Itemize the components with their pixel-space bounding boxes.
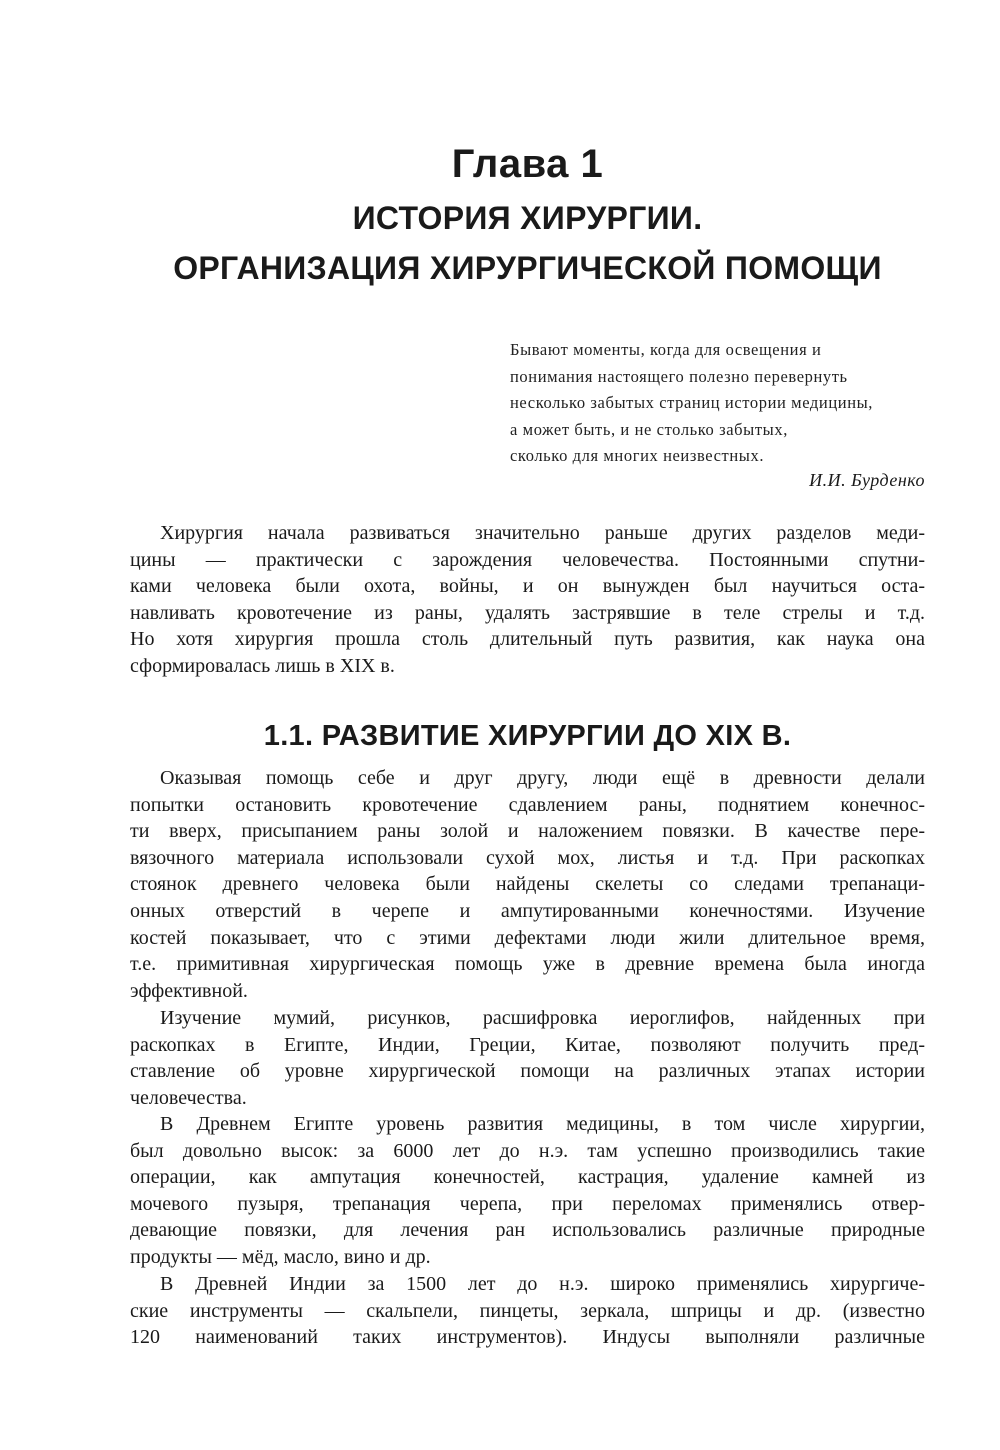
text-line: т.е. примитивная хирургическая помощь уже в древние времена была иногда — [130, 953, 925, 976]
text-line: раскопках в Египте, Индии, Греции, Китае, позволяют получить пред- — [130, 1033, 925, 1056]
text-line: эффективной. — [130, 979, 248, 1002]
epigraph-author: И.И. Бурденко — [809, 470, 925, 490]
text-line: Изучение мумий, рисунков, расшифровка иероглифов, найденных при — [160, 1007, 925, 1029]
section-heading: 1.1. РАЗВИТИЕ ХИРУРГИИ ДО XIX В. — [263, 720, 792, 752]
chapter-title-line: ОРГАНИЗАЦИЯ ХИРУРГИЧЕСКОЙ ПОМОЩИ — [173, 250, 882, 286]
epigraph-line: сколько для многих неизвестных. — [510, 446, 765, 465]
text-line: ти вверх, присыпанием раны золой и наложением повязки. В качестве пере- — [130, 820, 925, 843]
epigraph-line: несколько забытых страниц истории медицины, — [510, 393, 874, 412]
epigraph-line: понимания настоящего полезно перевернуть — [510, 366, 848, 386]
text-line: стоянок древнего человека были найдены скелеты со следами трепанаци- — [130, 873, 925, 896]
chapter-title — [0, 193, 1000, 293]
text-line: онных отверстий в черепе и ампутированными конечностями. Изучение — [130, 899, 925, 922]
body-paragraph — [130, 1111, 925, 1271]
text-line: В Древней Индии за 1500 лет до н.э. широко применялись хирургиче- — [160, 1273, 925, 1295]
text-line: костей показывает, что с этими дефектами люди жили длительное время, — [130, 926, 925, 949]
text-line: ские инструменты — скальпели, пинцеты, зеркала, шприцы и др. (известно — [130, 1299, 925, 1322]
text-line: навливать кровотечение из раны, удалять застрявшие в теле стрелы и т.д. — [130, 601, 925, 624]
epigraph-line: а может быть, и не столько забытых, — [510, 419, 788, 439]
body-paragraph — [130, 1271, 925, 1351]
text-line: цины — практически с зарождения человечества. Постоянными спутни- — [130, 548, 925, 571]
epigraph-line: Бывают моменты, когда для освещения и — [510, 340, 822, 359]
text-line: попытки остановить кровотечение сдавлением раны, поднятием конечнос- — [130, 793, 925, 816]
text-line: был довольно высок: за 6000 лет до н.э. там успешно производились такие — [130, 1139, 925, 1162]
text-line: Оказывая помощь себе и друг другу, люди ещё в древности делали — [160, 767, 925, 789]
text-line: вязочного материала использовали сухой мох, листья и т.д. При раскопках — [130, 846, 925, 869]
text-line: продукты — мёд, масло, вино и др. — [130, 1245, 431, 1268]
text-line: 120 наименований таких инструментов). Индусы выполняли различные — [130, 1326, 925, 1349]
text-line: девающие повязки, для лечения ран использовались различные природные — [130, 1219, 925, 1242]
text-line: ками человека были охота, войны, и он вынужден был научиться оста- — [130, 575, 925, 598]
body-paragraph — [130, 765, 925, 1004]
text-line: сформировалась лишь в XIX в. — [130, 654, 395, 677]
text-line: человечества. — [130, 1086, 247, 1109]
intro-paragraph — [130, 520, 925, 680]
text-line: Хирургия начала развиваться значительно раньше других разделов меди- — [160, 522, 925, 544]
chapter-label: Глава 1 — [451, 142, 604, 186]
text-line: В Древнем Египте уровень развития медицины, в том числе хирургии, — [160, 1113, 925, 1135]
text-line: операции, как ампутация конечностей, кастрация, удаление камней из — [130, 1166, 925, 1189]
epigraph-quote — [510, 337, 930, 470]
text-line: Но хотя хирургия прошла столь длительный путь развития, как наука она — [130, 628, 925, 651]
text-line: мочевого пузыря, трепанация черепа, при переломах применялись отвер- — [130, 1192, 925, 1215]
chapter-title-line: ИСТОРИЯ ХИРУРГИИ. — [352, 200, 703, 236]
text-line: ставление об уровне хирургической помощи на различных этапах истории — [130, 1060, 925, 1083]
body-paragraph — [130, 1005, 925, 1111]
